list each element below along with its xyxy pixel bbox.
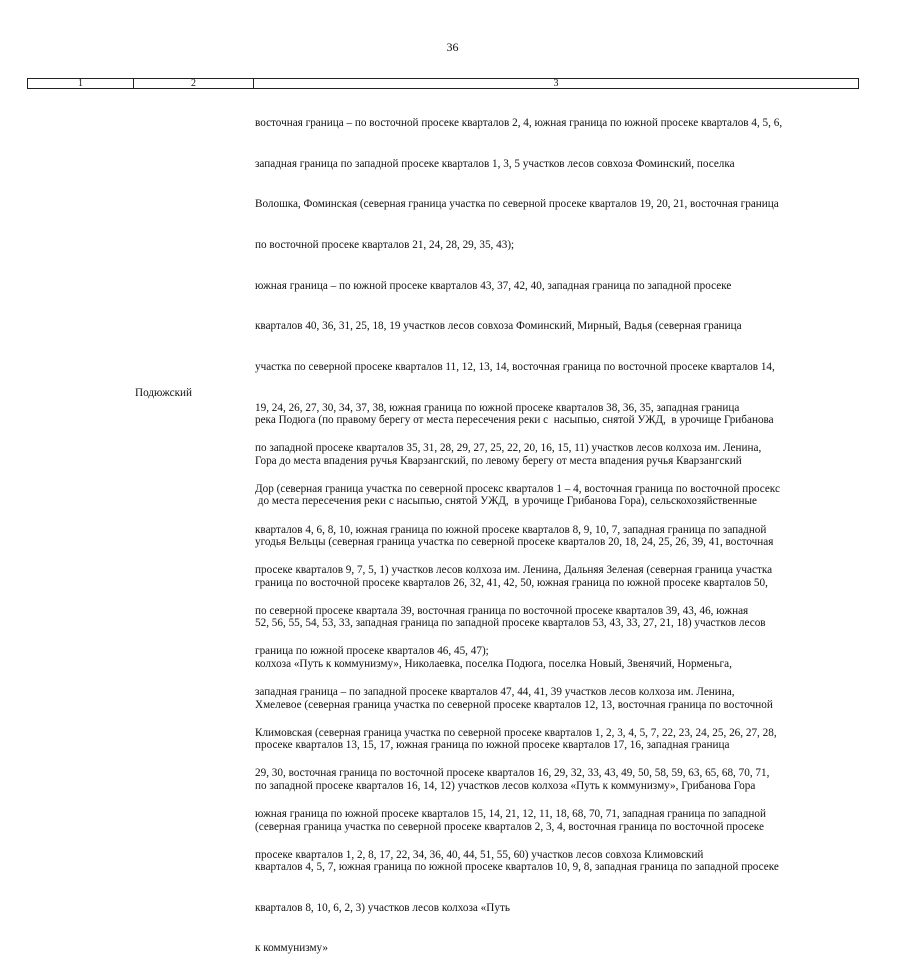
text-line: южная граница – по южной просеке кварталов 43, 37, 42, 40, западная граница по западной просеке [255,279,732,292]
column-number-1: 1 [28,79,134,88]
text-line: по восточной просеке кварталов 21, 24, 28, 29, 35, 43); [255,239,515,252]
text-line: западная граница – по западной просеке кварталов 47, 44, 41, 39 участков лесов колхоза им. Ленина, [255,686,735,699]
text-line: просеке кварталов 9, 7, 5, 1) участков лесов колхоза им. Ленина, Дальняя Зеленая (северная граница участка [255,564,773,577]
text-line: просеке кварталов 13, 15, 17, южная граница по южной просеке кварталов 17, 16, западная граница [255,739,730,752]
text-line: по западной просеке кварталов 35, 31, 28, 29, 27, 25, 22, 20, 16, 15, 11) участков лесов колхоза им. Ленина, [255,442,762,455]
text-line: Дор (северная граница участка по северной просекс кварталов 1 – 4, восточная граница по восточной просекс [255,482,780,495]
text-line: до места пересечения реки с насыпью, снятой УЖД, в урочище Грибанова Гора), сельскохозяйственные [255,495,757,508]
text-line: граница по восточной просеке кварталов 26, 32, 41, 42, 50, южная граница по южной просеке кварталов 50, [255,576,768,589]
row-2-description [255,387,863,970]
text-line: западная граница по западной просеке кварталов 1, 3, 5 участков лесов совхоза Фоминский, поселка [255,157,735,170]
text-line: к коммунизму» [255,942,329,955]
column-number-3: 3 [553,78,559,89]
text-line: кварталов 40, 36, 31, 25, 18, 19 участков лесов совхоза Фоминский, Мирный, Вадья (северная граница [255,320,742,333]
row-2-name: Подюжский [135,387,193,399]
text-line: 52, 56, 55, 54, 53, 33, западная граница по западной просеке кварталов 53, 43, 33, 27, 21, 18) участков лесов [255,617,766,630]
page-number: 36 [446,40,459,54]
column-number-2: 2 [134,79,254,88]
text-line: кварталов 8, 10, 6, 2, 3) участков лесов колхоза «Путь [255,901,510,914]
text-line: Гора до места впадения ручья Кварзангский, по левому берегу от места впадения ручья Кварзангский [255,454,742,467]
table-column-header [27,78,859,89]
text-line: Климовская (северная граница участка по северной просеке кварталов 1, 2, 3, 4, 5, 7, 22, 23, 24, 25, 26, 27, 28, [255,726,777,739]
text-line: южная граница по южной просеке кварталов 15, 14, 21, 12, 11, 18, 68, 70, 71, западная граница по западной [255,807,766,820]
text-line: восточная граница – по восточной просеке кварталов 2, 4, южная граница по южной просеке кварталов 4, 5, 6, [255,117,783,130]
text-line: просеке кварталов 1, 2, 8, 17, 22, 34, 36, 40, 44, 51, 55, 60) участков лесов совхоза Климовский [255,848,704,861]
text-line: граница по южной просеке кварталов 46, 45, 47); [255,645,489,658]
text-line: 29, 30, восточная граница по восточной просеке кварталов 16, 29, 32, 33, 43, 49, 50, 58, 59, 63, 65, 68, 70, 71, [255,767,770,780]
text-line: кварталов 4, 5, 7, южная граница по южной просеке кварталов 10, 9, 8, западная граница по западной просеке [255,861,779,874]
text-line: река Подюга (по правому берегу от места пересечения реки с насыпью, снятой УЖД, в урочище Грибанова [255,414,774,427]
text-line: Волошка, Фоминская (северная граница участка по северной просеке кварталов 19, 20, 21, восточная граница [255,198,779,211]
text-line: угодья Вельцы (северная граница участка по северной просеке кварталов 20, 18, 24, 25, 26, 39, 41, восточная [255,536,774,549]
text-line: Хмелевое (северная граница участка по северной просеке кварталов 12, 13, восточная граница по восточной [255,698,773,711]
text-line: 19, 24, 26, 27, 30, 34, 37, 38, южная граница по южной просеке кварталов 38, 36, 35, западная граница [255,401,740,414]
text-line: кварталов 4, 6, 8, 10, южная граница по южной просеке кварталов 8, 9, 10, 7, западная граница по западной [255,523,767,536]
text-line: по западной просеке кварталов 16, 14, 12) участков лесов колхоза «Путь к коммунизму», Грибанова Гора [255,779,756,792]
text-line: по северной просеке квартала 39, восточная граница по восточной просеке кварталов 39, 43, 46, южная [255,604,749,617]
text-line: колхоза «Путь к коммунизму», Николаевка, поселка Подюга, поселка Новый, Звенячий, Норменьга, [255,657,732,670]
text-line: участка по северной просеке кварталов 11, 12, 13, 14, восточная граница по восточной просеке кварталов 14, [255,360,775,373]
text-line: (северная граница участка по северной просеке кварталов 2, 3, 4, восточная граница по восточной просеке [255,820,764,833]
